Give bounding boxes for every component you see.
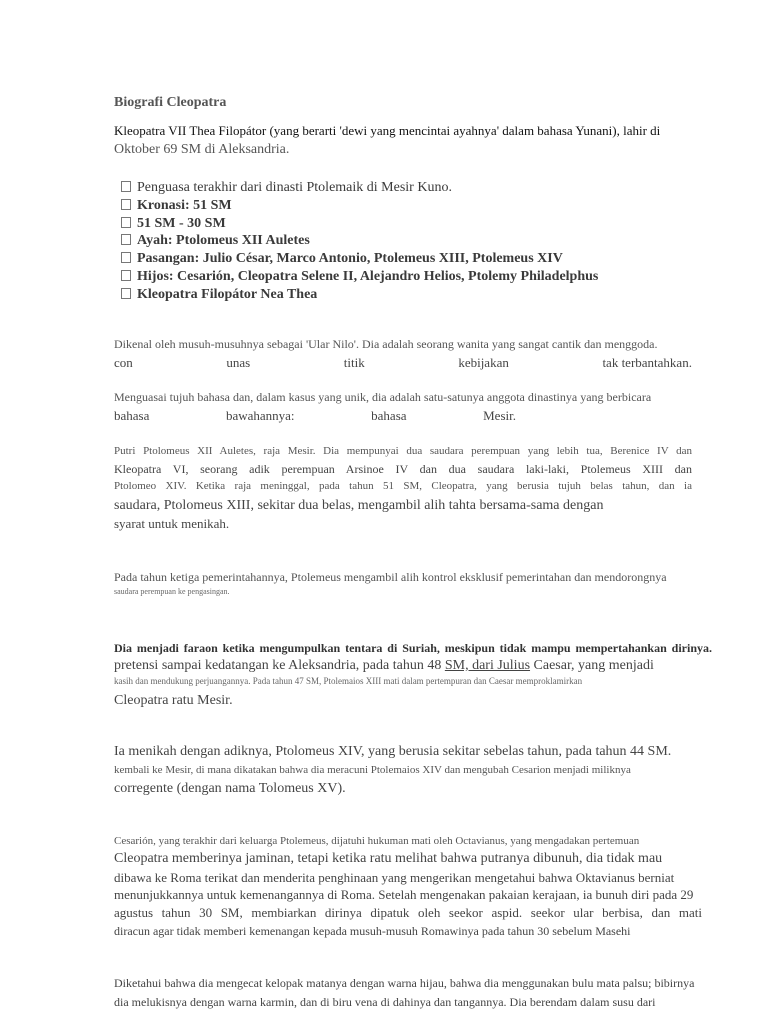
p7-line-4: menunjukkannya untuk kemenangannya di Roma. Setelah mengenakan pakaian kerajaan, ia bunuh diri pada 29 bbox=[114, 887, 694, 902]
p6-line-2: kembali ke Mesir, di mana dikatakan bahwa dia meracuni Ptolemaios XIV dan mengubah Cesarion menjadi miliknya bbox=[114, 764, 631, 776]
p8-line-1: Diketahui bahwa dia mengecat kelopak matanya dengan warna hijau, bahwa dia menggunakan bulu mata palsu; bibirnya bbox=[114, 976, 695, 990]
p5-line-4: Cleopatra ratu Mesir. bbox=[114, 693, 233, 708]
facts-list bbox=[121, 179, 598, 304]
p3-line-2: Kleopatra VI, seorang adik perempuan Arsinoe IV dan dua saudara laki-laki, Ptolemeus XIII dan bbox=[114, 462, 692, 476]
p3-line-5: syarat untuk menikah. bbox=[114, 516, 230, 531]
document-title: Biografi Cleopatra bbox=[114, 95, 227, 110]
p7-line-6: diracun agar tidak memberi kemenangan kepada musuh-musuh Romawinya pada tahun 30 sebelum Masehi bbox=[114, 924, 631, 938]
checkbox-icon bbox=[121, 252, 131, 263]
p1-line-1: Dikenal oleh musuh-musuhnya sebagai 'Ular Nilo'. Dia adalah seorang wanita yang sangat cantik dan menggoda. bbox=[114, 337, 658, 351]
p3-line-3: Ptolomeo XIV. Ketika raja meninggal, pada tahun 51 SM, Cleopatra, yang berusia tujuh belas tahun, dan ia bbox=[114, 480, 692, 492]
checkbox-icon bbox=[121, 288, 131, 299]
intro-line-2: Oktober 69 SM di Aleksandria. bbox=[114, 142, 290, 157]
p3-line-4: saudara, Ptolomeus XIII, sekitar dua belas, mengambil alih tahta bersama-sama dengan bbox=[114, 498, 604, 513]
p5-line-3: kasih dan mendukung perjuangannya. Pada tahun 47 SM, Ptolemaios XIII mati dalam pertempuran dan Caesar memproklamirkan bbox=[114, 676, 583, 686]
p1-line-2: con unas titik kebijakan tak terbantahkan. bbox=[114, 355, 692, 370]
checkbox-icon bbox=[121, 181, 131, 192]
intro-line-1: Kleopatra VII Thea Filopátor (yang berarti 'dewi yang mencintai ayahnya' dalam bahasa Yunani), lahir di bbox=[114, 123, 661, 138]
p5-line-1: Dia menjadi faraon ketika mengumpulkan tentara di Suriah, meskipun tidak mampu mempertahankan dirinya. bbox=[114, 641, 712, 655]
p7-line-3: dibawa ke Roma terikat dan menderita penghinaan yang mengerikan mengetahui bahwa Oktavianus berniat bbox=[114, 870, 675, 885]
fact-item: Kleopatra Filopátor Nea Thea bbox=[121, 286, 598, 304]
fact-item: Ayah: Ptolomeus XII Auletes bbox=[121, 232, 598, 250]
p4-line-1: Pada tahun ketiga pemerintahannya, Ptolemeus mengambil alih kontrol eksklusif pemerintahan dan mendorongnya bbox=[114, 570, 667, 584]
p7-line-2: Cleopatra memberinya jaminan, tetapi ketika ratu melihat bahwa putranya dibunuh, dia tidak mau bbox=[114, 851, 663, 866]
fact-item: Kronasi: 51 SM bbox=[121, 197, 598, 215]
checkbox-icon bbox=[121, 270, 131, 281]
p8-line-2: dia melukisnya dengan warna karmin, dan di biru vena di dahinya dan tangannya. Dia berendam dalam susu dari bbox=[114, 995, 656, 1009]
p4-line-2: saudara perempuan ke pengasingan. bbox=[114, 587, 230, 596]
fact-item: Hijos: Cesarión, Cleopatra Selene II, Alejandro Helios, Ptolemy Philadelphus bbox=[121, 268, 598, 286]
p7-line-1: Cesarión, yang terakhir dari keluarga Ptolemeus, dijatuhi hukuman mati oleh Octavianus, yang mengadakan pertemuan bbox=[114, 835, 640, 847]
p2-line-2: bahasa bawahannya: bahasa Mesir. bbox=[114, 408, 516, 423]
p5-line-2: pretensi sampai kedatangan ke Aleksandria, pada tahun 48 SM, dari Julius Caesar, yang menjadi bbox=[114, 658, 654, 673]
fact-item: Penguasa terakhir dari dinasti Ptolemaik di Mesir Kuno. bbox=[121, 179, 598, 197]
checkbox-icon bbox=[121, 217, 131, 228]
checkbox-icon bbox=[121, 234, 131, 245]
checkbox-icon bbox=[121, 199, 131, 210]
p3-line-1: Putri Ptolomeus XII Auletes, raja Mesir. Dia mempunyai dua saudara perempuan yang lebih tua, Berenice IV dan bbox=[114, 445, 692, 457]
p7-line-5: agustus tahun 30 SM, membiarkan dirinya dipatuk oleh seekor aspid. seekor ular berbisa, dan mati bbox=[114, 905, 702, 920]
p6-line-1: Ia menikah dengan adiknya, Ptolomeus XIV, yang berusia sekitar sebelas tahun, pada tahun 44 SM. bbox=[114, 744, 672, 759]
fact-item: Pasangan: Julio César, Marco Antonio, Ptolemeus XIII, Ptolemeus XIV bbox=[121, 250, 598, 268]
fact-item: 51 SM - 30 SM bbox=[121, 215, 598, 233]
p6-line-3: corregente (dengan nama Tolomeus XV). bbox=[114, 781, 346, 796]
p2-line-1: Menguasai tujuh bahasa dan, dalam kasus yang unik, dia adalah satu-satunya anggota dinastinya yang berbicara bbox=[114, 390, 652, 404]
